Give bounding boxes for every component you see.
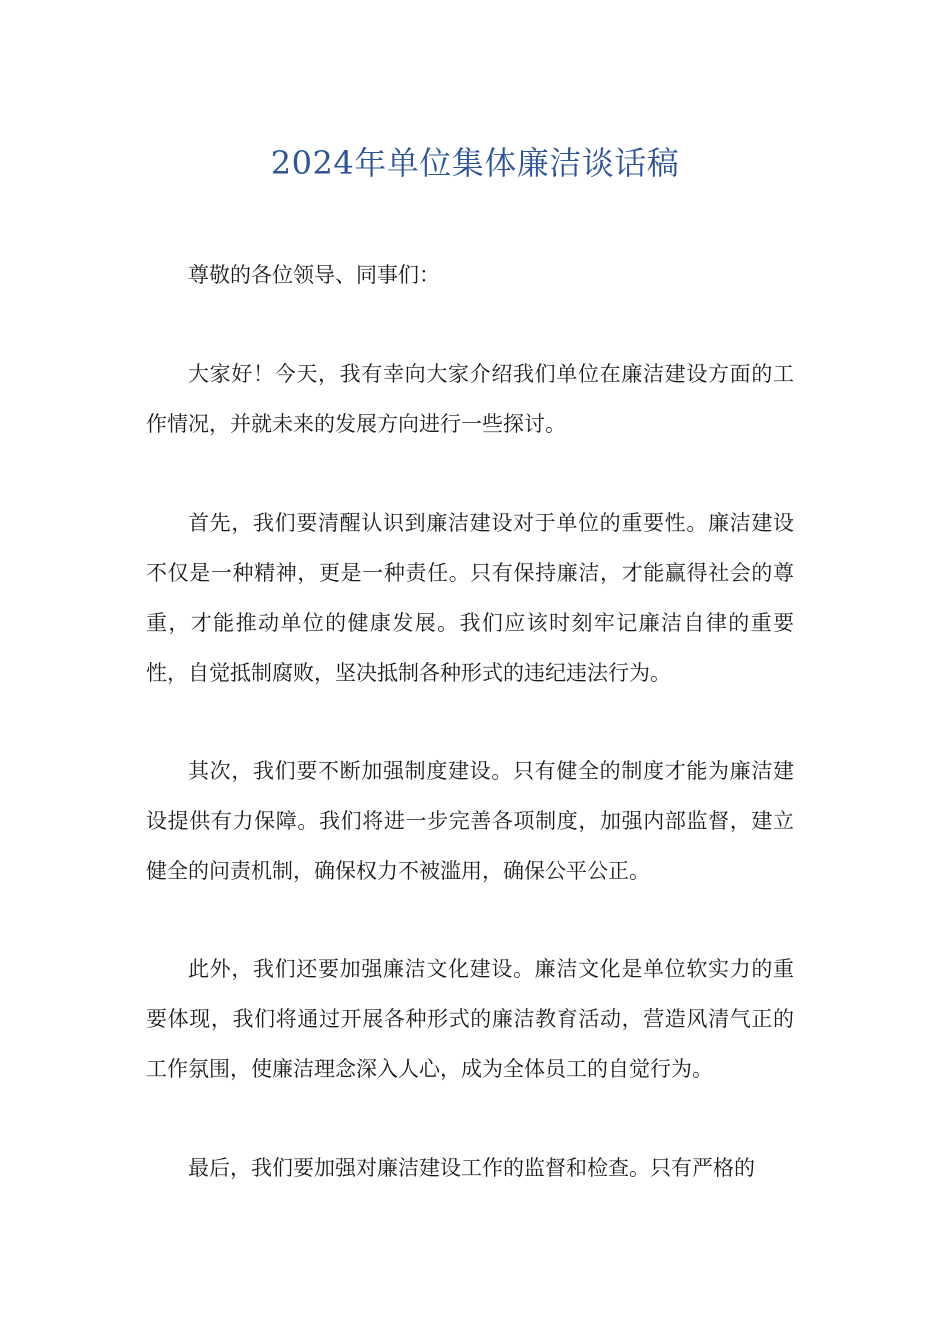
body-paragraph: 首先，我们要清醒认识到廉洁建设对于单位的重要性。廉洁建设不仅是一种精神，更是一种责任。只有保持廉洁，才能赢得社会的尊重，才能推动单位的健康发展。我们应该时刻牢记廉洁自律的重要性，自觉抵制腐败，坚决抵制各种形式的违纪违法行为。 [146, 511, 794, 685]
body-paragraph: 大家好！今天，我有幸向大家介绍我们单位在廉洁建设方面的工作情况，并就未来的发展方向进行一些探讨。 [146, 362, 794, 436]
salutation-paragraph: 尊敬的各位领导、同事们： [188, 263, 440, 287]
document-title: 2024年单位集体廉洁谈话稿 [270, 144, 680, 182]
body-paragraph: 其次，我们要不断加强制度建设。只有健全的制度才能为廉洁建设提供有力保障。我们将进一步完善各项制度，加强内部监督，建立健全的问责机制，确保权力不被滥用，确保公平公正。 [146, 759, 794, 883]
body-paragraph: 此外，我们还要加强廉洁文化建设。廉洁文化是单位软实力的重要体现，我们将通过开展各种形式的廉洁教育活动，营造风清气正的工作氛围，使廉洁理念深入人心，成为全体员工的自觉行为。 [146, 957, 794, 1081]
body-paragraph: 最后，我们要加强对廉洁建设工作的监督和检查。只有严格的 [188, 1156, 755, 1180]
